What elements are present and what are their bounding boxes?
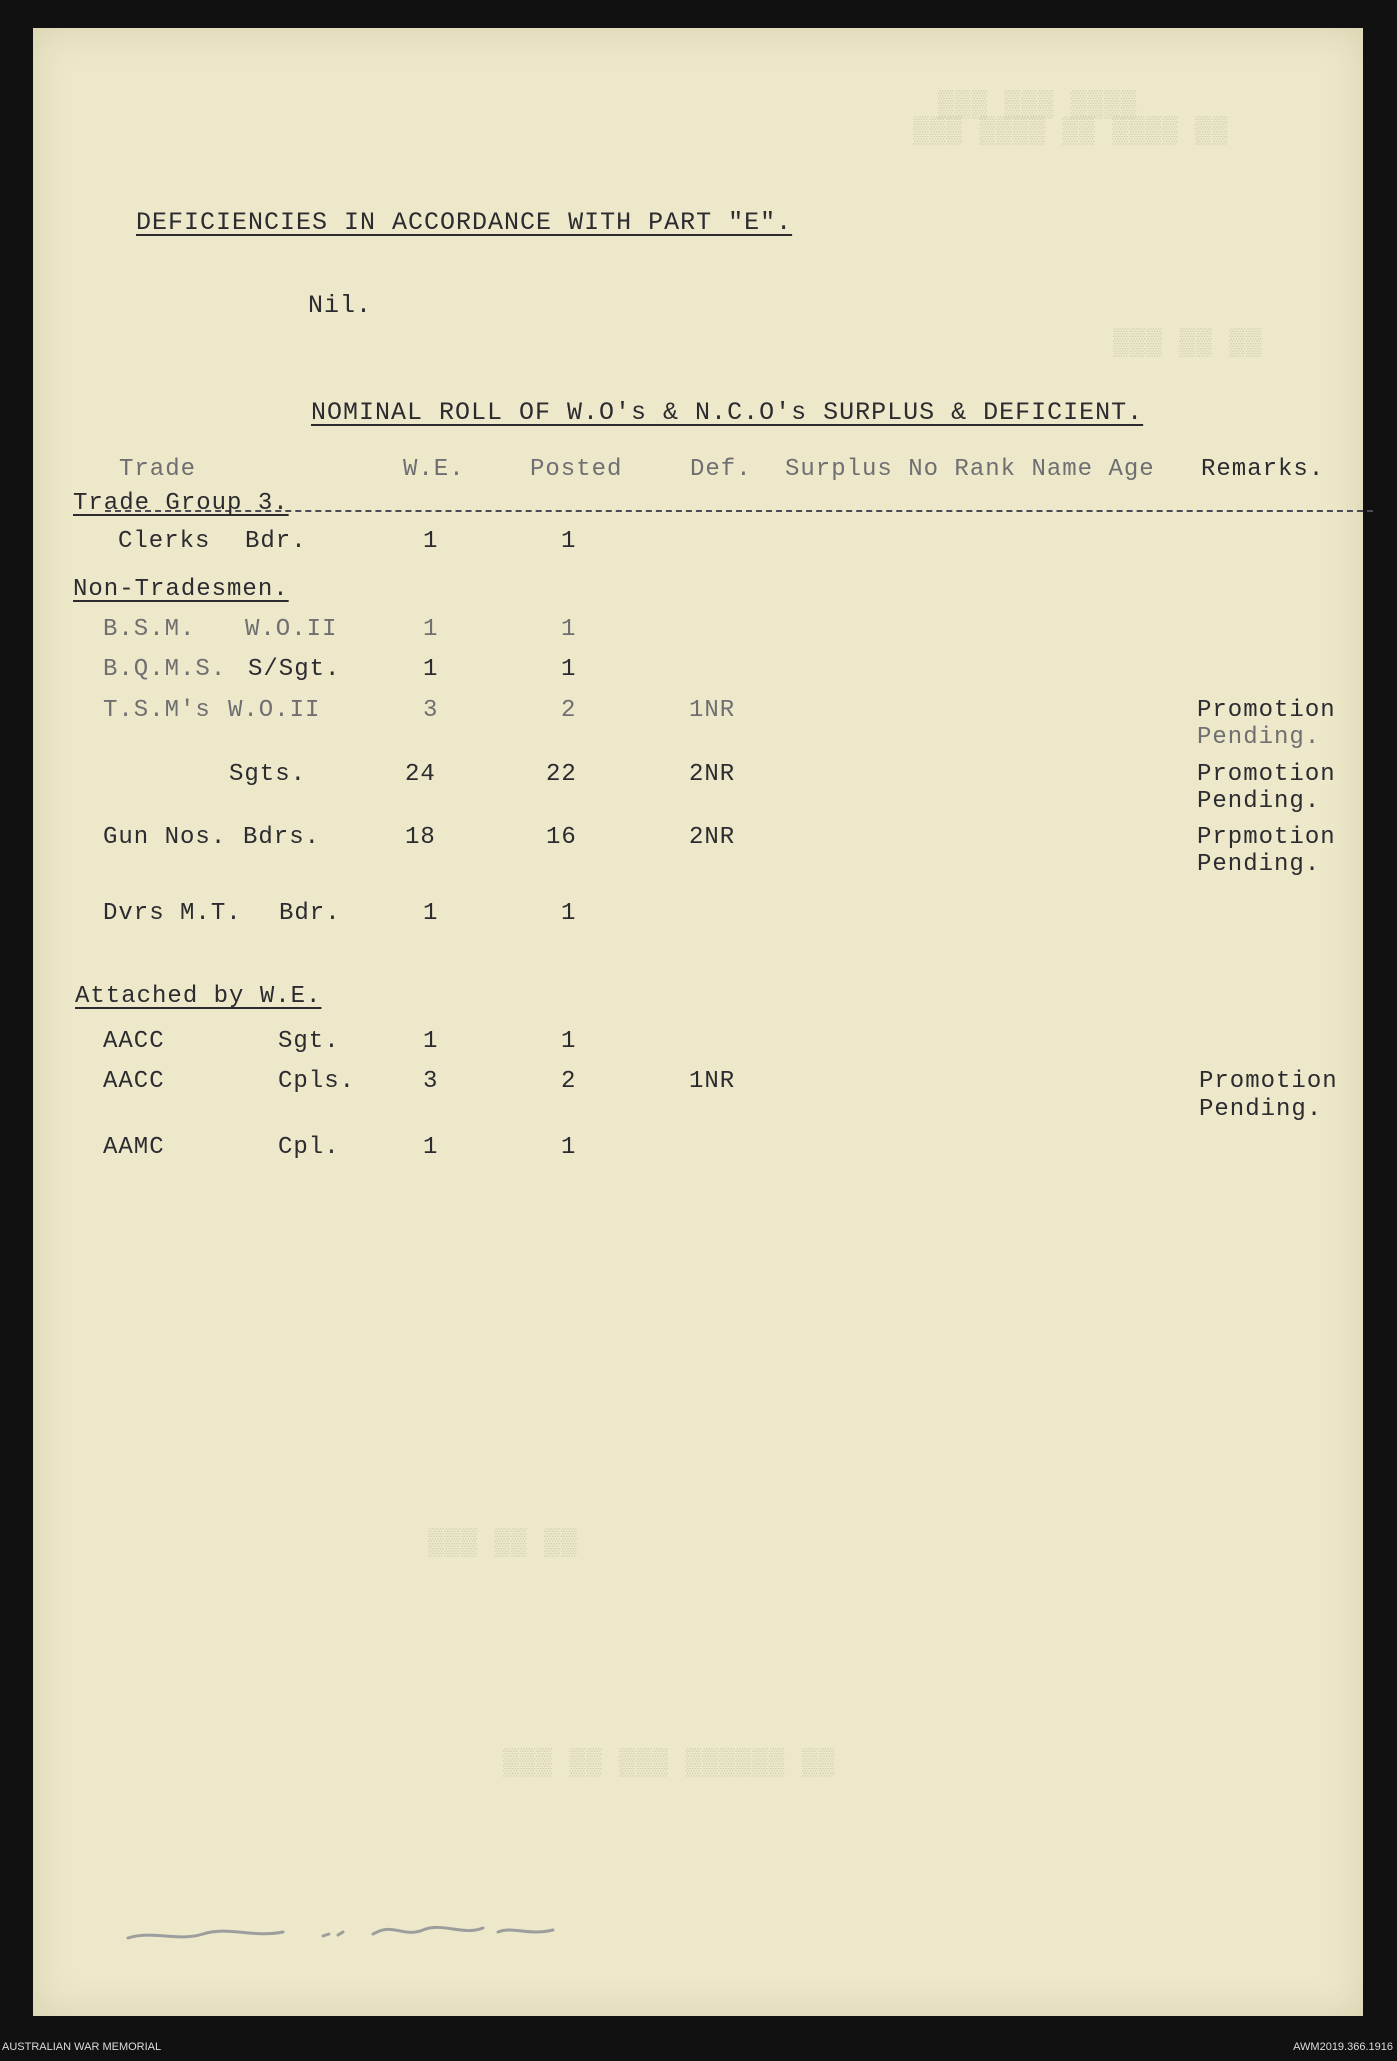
heading-deficiencies: DEFICIENCIES IN ACCORDANCE WITH PART "E". — [136, 208, 793, 237]
bleed-through-mark: ▒▒▒ ▒▒ ▒▒ — [428, 1528, 578, 1558]
col-header-def: Def. — [690, 456, 752, 483]
col-header-remarks: Remarks. — [1201, 456, 1325, 483]
group-non-tradesmen: Non-Tradesmen. — [73, 576, 289, 603]
col-header-surplus: Surplus No Rank Name Age — [785, 456, 1155, 483]
heading-nominal-roll: NOMINAL ROLL OF W.O's & N.C.O's SURPLUS & DEFICIENT. — [311, 398, 1144, 427]
bleed-through-mark: ▒▒▒ ▒▒ ▒▒ — [1113, 328, 1263, 358]
bleed-through-mark: ▒▒▒ ▒▒▒▒ ▒▒ ▒▒▒▒ ▒▒ — [913, 116, 1229, 146]
footer-institution: AUSTRALIAN WAR MEMORIAL — [2, 2041, 162, 2053]
header-rule — [105, 510, 1373, 512]
bleed-through-mark: ▒▒▒ ▒▒ ▒▒▒ ▒▒▒▒▒▒ ▒▒ — [503, 1748, 836, 1778]
bleed-through-mark: ▒▒▒ ▒▒▒ ▒▒▒▒ — [938, 90, 1138, 120]
footer-accession-number: AWM2019.366.1916 — [1293, 2041, 1393, 2053]
nil-text: Nil. — [308, 291, 373, 320]
group-trade-group-3: Trade Group 3. — [73, 490, 289, 517]
group-attached-by-we: Attached by W.E. — [75, 983, 322, 1010]
pencil-scribble — [123, 1908, 563, 1948]
col-header-we: W.E. — [403, 456, 465, 483]
document-sheet: ▒▒▒ ▒▒▒ ▒▒▒▒ ▒▒▒ ▒▒▒▒ ▒▒ ▒▒▒▒ ▒▒ ▒▒▒ ▒▒ ▒▒ ▒▒▒ ▒▒ ▒▒ ▒▒▒ ▒▒ ▒▒▒ ▒▒▒▒▒▒ ▒▒ DEFICIENCIES IN ACCORDANCE WITH PART "E". Nil. NOMINAL ROLL OF W.O's & N.C.O's SURPLUS & DEFICIENT. Trade W.E. Posted Def. Surplus No Rank Name Age Remarks. Trade Group 3. Clerks Bdr. 1 1 Non-Tradesmen. B.S.M. W.O.II 1 1 B.Q.M.S. S/Sgt. 1 1 T.S.M's W.O.II 3 2 1NR Promotion Pending. Sgts. 24 22 2NR Promotion Pending. Gun Nos. Bdrs. 18 16 2NR Prpmotion Pending. Dvrs M.T. Bdr. 1 1 Attached by W.E. AACC Sgt. 1 1 AACC Cpls. 3 2 1NR Promotion Pending. AAMC Cpl. 1 1 — [33, 28, 1363, 2016]
col-header-trade: Trade — [119, 456, 197, 483]
col-header-posted: Posted — [530, 456, 623, 483]
